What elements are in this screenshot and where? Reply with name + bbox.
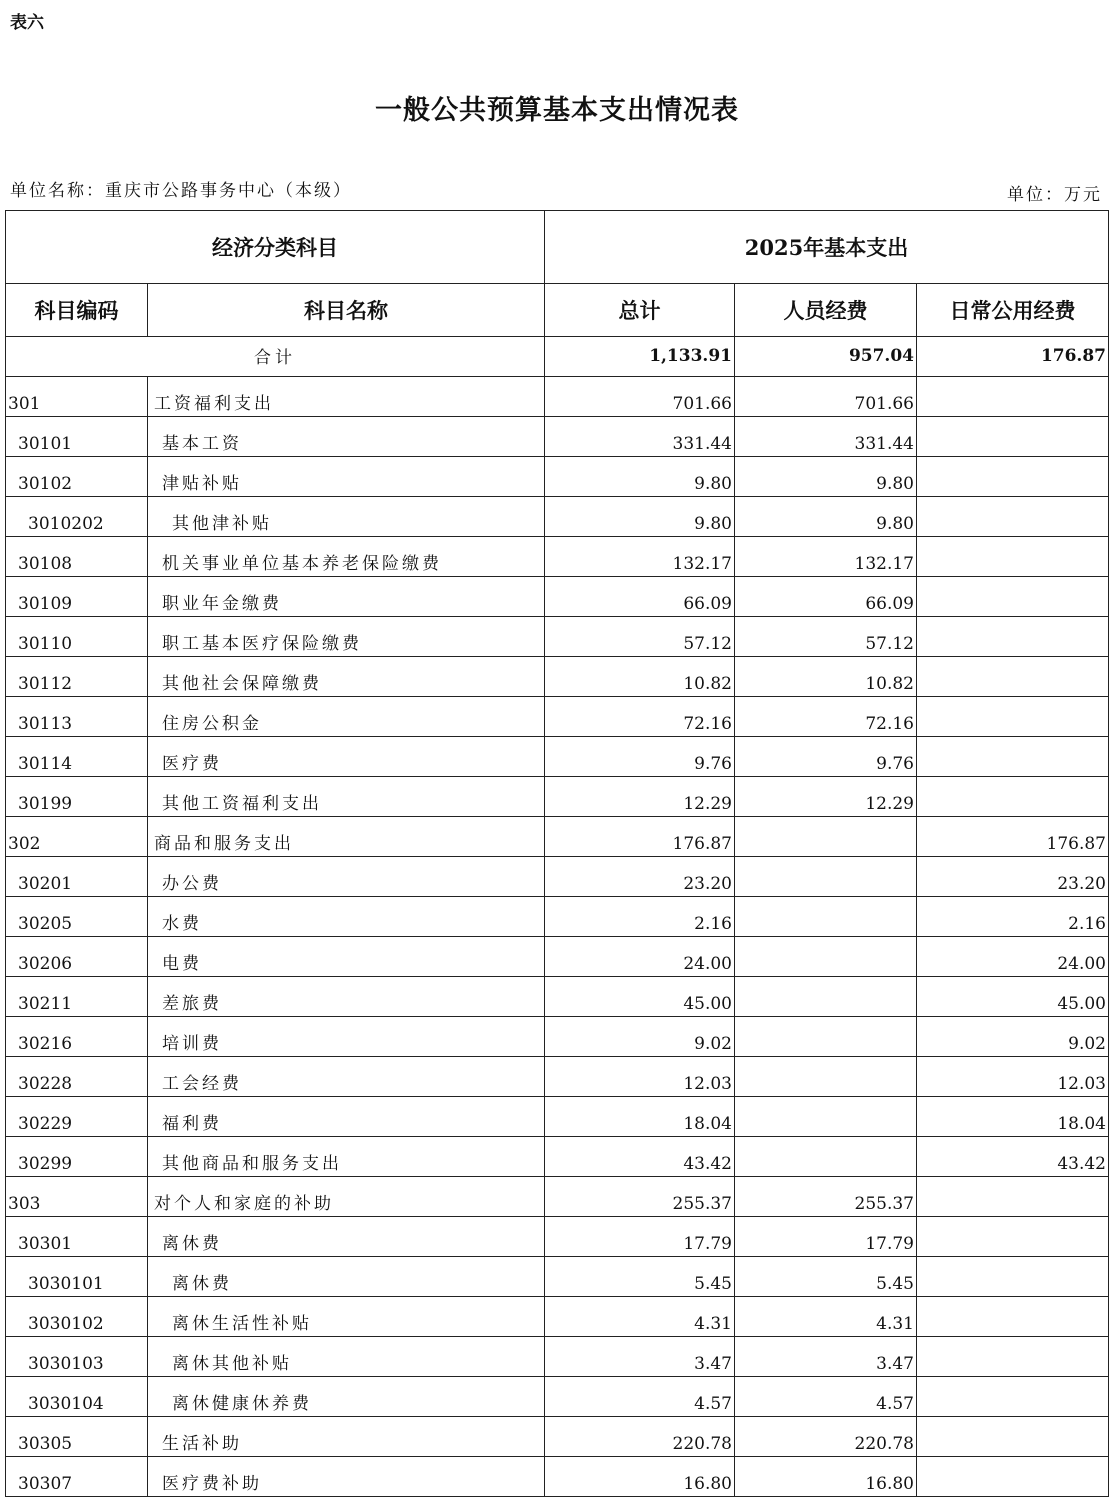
- row-code: 30211: [6, 977, 148, 1017]
- row-code: 30109: [6, 577, 148, 617]
- row-total: 18.04: [545, 1097, 735, 1137]
- row-personnel: [735, 817, 917, 857]
- row-code: 30112: [6, 657, 148, 697]
- row-code: 30299: [6, 1137, 148, 1177]
- row-name: 津贴补贴: [148, 457, 545, 497]
- row-public: [917, 537, 1109, 577]
- row-code: 30305: [6, 1417, 148, 1457]
- row-public: [917, 1217, 1109, 1257]
- row-name: 离休费: [148, 1217, 545, 1257]
- row-total: 17.79: [545, 1217, 735, 1257]
- row-code: 3030104: [6, 1377, 148, 1417]
- row-name: 电费: [148, 937, 545, 977]
- row-public: [917, 1417, 1109, 1457]
- row-total: 23.20: [545, 857, 735, 897]
- row-code: 3030103: [6, 1337, 148, 1377]
- row-name: 工会经费: [148, 1057, 545, 1097]
- row-total: 176.87: [545, 817, 735, 857]
- row-code: 3030102: [6, 1297, 148, 1337]
- row-name: 住房公积金: [148, 697, 545, 737]
- table-row: [6, 1297, 1109, 1337]
- row-name: 水费: [148, 897, 545, 937]
- row-total: 9.80: [545, 457, 735, 497]
- header-total: 总计: [545, 284, 735, 337]
- row-name: 基本工资: [148, 417, 545, 457]
- table-row: [6, 617, 1109, 657]
- row-public: 23.20: [917, 857, 1109, 897]
- row-name: 医疗费: [148, 737, 545, 777]
- row-personnel: 4.57: [735, 1377, 917, 1417]
- row-name: 培训费: [148, 1017, 545, 1057]
- row-public: [917, 617, 1109, 657]
- row-personnel: [735, 897, 917, 937]
- row-total: 220.78: [545, 1417, 735, 1457]
- row-public: 176.87: [917, 817, 1109, 857]
- row-personnel: [735, 977, 917, 1017]
- row-total: 5.45: [545, 1257, 735, 1297]
- page-title: 一般公共预算基本支出情况表: [375, 95, 739, 126]
- row-name: 其他社会保障缴费: [148, 657, 545, 697]
- total-public: 176.87: [917, 337, 1109, 377]
- row-personnel: 17.79: [735, 1217, 917, 1257]
- row-public: [917, 497, 1109, 537]
- row-code: 3010202: [6, 497, 148, 537]
- table-row: [6, 737, 1109, 777]
- row-total: 132.17: [545, 537, 735, 577]
- row-total: 255.37: [545, 1177, 735, 1217]
- row-total: 9.76: [545, 737, 735, 777]
- header-code: 科目编码: [6, 284, 148, 337]
- table-row: [6, 977, 1109, 1017]
- row-public: 45.00: [917, 977, 1109, 1017]
- row-personnel: [735, 857, 917, 897]
- row-name: 机关事业单位基本养老保险缴费: [148, 537, 545, 577]
- table-row: [6, 897, 1109, 937]
- unit-name: 单位名称：重庆市公路事务中心（本级）: [10, 181, 352, 201]
- row-total: 45.00: [545, 977, 735, 1017]
- row-personnel: 16.80: [735, 1457, 917, 1497]
- row-total: 2.16: [545, 897, 735, 937]
- total-label: 合计: [6, 337, 545, 377]
- table-row: [6, 1417, 1109, 1457]
- table-row: [6, 1017, 1109, 1057]
- row-personnel: 5.45: [735, 1257, 917, 1297]
- total-personnel: 957.04: [735, 337, 917, 377]
- row-public: [917, 457, 1109, 497]
- header-personnel: 人员经费: [735, 284, 917, 337]
- table-row: [6, 1097, 1109, 1137]
- row-total: 4.57: [545, 1377, 735, 1417]
- row-name: 离休生活性补贴: [148, 1297, 545, 1337]
- row-code: 30113: [6, 697, 148, 737]
- row-public: [917, 1297, 1109, 1337]
- table-row: [6, 417, 1109, 457]
- row-code: 30229: [6, 1097, 148, 1137]
- row-code: 30199: [6, 777, 148, 817]
- row-total: 9.80: [545, 497, 735, 537]
- row-code: 303: [6, 1177, 148, 1217]
- row-name: 离休费: [148, 1257, 545, 1297]
- table-label: 表六: [10, 13, 44, 33]
- header-year-basic: 2025年基本支出: [545, 211, 1109, 284]
- table-row: [6, 457, 1109, 497]
- table-body: [6, 337, 1109, 1497]
- row-personnel: 66.09: [735, 577, 917, 617]
- row-total: 16.80: [545, 1457, 735, 1497]
- row-total: 43.42: [545, 1137, 735, 1177]
- row-public: [917, 657, 1109, 697]
- row-personnel: 4.31: [735, 1297, 917, 1337]
- row-code: 30201: [6, 857, 148, 897]
- row-personnel: [735, 1097, 917, 1137]
- table-row: [6, 657, 1109, 697]
- table-row: [6, 1137, 1109, 1177]
- table-row: [6, 937, 1109, 977]
- row-personnel: [735, 1017, 917, 1057]
- row-name: 离休健康休养费: [148, 1377, 545, 1417]
- row-personnel: 3.47: [735, 1337, 917, 1377]
- row-public: [917, 777, 1109, 817]
- row-name: 工资福利支出: [148, 377, 545, 417]
- row-total: 72.16: [545, 697, 735, 737]
- row-code: 3030101: [6, 1257, 148, 1297]
- row-code: 30216: [6, 1017, 148, 1057]
- row-total: 24.00: [545, 937, 735, 977]
- row-public: [917, 1377, 1109, 1417]
- row-personnel: 12.29: [735, 777, 917, 817]
- header-econ-category: 经济分类科目: [6, 211, 545, 284]
- currency-unit: 单位：万元: [1007, 185, 1102, 205]
- row-name: 其他工资福利支出: [148, 777, 545, 817]
- row-public: 2.16: [917, 897, 1109, 937]
- row-code: 30108: [6, 537, 148, 577]
- row-personnel: [735, 1137, 917, 1177]
- row-public: 18.04: [917, 1097, 1109, 1137]
- table-row: [6, 1177, 1109, 1217]
- row-name: 福利费: [148, 1097, 545, 1137]
- row-public: [917, 1257, 1109, 1297]
- row-name: 生活补助: [148, 1417, 545, 1457]
- total-row: [6, 337, 1109, 377]
- row-code: 30114: [6, 737, 148, 777]
- row-public: [917, 737, 1109, 777]
- table-row: [6, 377, 1109, 417]
- row-public: [917, 577, 1109, 617]
- row-total: 3.47: [545, 1337, 735, 1377]
- row-personnel: 10.82: [735, 657, 917, 697]
- row-personnel: 72.16: [735, 697, 917, 737]
- row-personnel: 9.80: [735, 497, 917, 537]
- table-row: [6, 817, 1109, 857]
- row-public: [917, 1337, 1109, 1377]
- total-total: 1,133.91: [545, 337, 735, 377]
- row-public: 12.03: [917, 1057, 1109, 1097]
- header-row-top: [6, 211, 1109, 284]
- table-row: [6, 1457, 1109, 1497]
- row-name: 职工基本医疗保险缴费: [148, 617, 545, 657]
- row-personnel: 220.78: [735, 1417, 917, 1457]
- row-public: [917, 417, 1109, 457]
- row-total: 10.82: [545, 657, 735, 697]
- table-row: [6, 577, 1109, 617]
- row-public: [917, 697, 1109, 737]
- row-code: 30101: [6, 417, 148, 457]
- row-code: 30228: [6, 1057, 148, 1097]
- row-personnel: 9.80: [735, 457, 917, 497]
- table-row: [6, 777, 1109, 817]
- row-code: 30206: [6, 937, 148, 977]
- table-row: [6, 1377, 1109, 1417]
- row-total: 57.12: [545, 617, 735, 657]
- row-total: 12.03: [545, 1057, 735, 1097]
- table-row: [6, 857, 1109, 897]
- row-name: 差旅费: [148, 977, 545, 1017]
- table-row: [6, 1217, 1109, 1257]
- row-total: 4.31: [545, 1297, 735, 1337]
- table-row: [6, 1257, 1109, 1297]
- header-row-columns: [6, 284, 1109, 337]
- row-name: 其他津补贴: [148, 497, 545, 537]
- row-personnel: 255.37: [735, 1177, 917, 1217]
- row-code: 30110: [6, 617, 148, 657]
- row-name: 对个人和家庭的补助: [148, 1177, 545, 1217]
- row-total: 9.02: [545, 1017, 735, 1057]
- row-name: 其他商品和服务支出: [148, 1137, 545, 1177]
- row-total: 331.44: [545, 417, 735, 457]
- row-name: 办公费: [148, 857, 545, 897]
- row-public: [917, 1457, 1109, 1497]
- row-code: 30102: [6, 457, 148, 497]
- row-name: 商品和服务支出: [148, 817, 545, 857]
- row-name: 医疗费补助: [148, 1457, 545, 1497]
- row-personnel: 9.76: [735, 737, 917, 777]
- header-public: 日常公用经费: [917, 284, 1109, 337]
- row-total: 12.29: [545, 777, 735, 817]
- table-row: [6, 697, 1109, 737]
- row-public: 9.02: [917, 1017, 1109, 1057]
- row-code: 30301: [6, 1217, 148, 1257]
- row-personnel: 57.12: [735, 617, 917, 657]
- table-row: [6, 537, 1109, 577]
- row-personnel: 701.66: [735, 377, 917, 417]
- row-code: 302: [6, 817, 148, 857]
- row-code: 301: [6, 377, 148, 417]
- row-code: 30307: [6, 1457, 148, 1497]
- table-row: [6, 1337, 1109, 1377]
- header-name: 科目名称: [148, 284, 545, 337]
- row-name: 职业年金缴费: [148, 577, 545, 617]
- row-public: 43.42: [917, 1137, 1109, 1177]
- row-personnel: 132.17: [735, 537, 917, 577]
- row-total: 701.66: [545, 377, 735, 417]
- row-name: 离休其他补贴: [148, 1337, 545, 1377]
- row-public: [917, 1177, 1109, 1217]
- row-public: 24.00: [917, 937, 1109, 977]
- row-total: 66.09: [545, 577, 735, 617]
- row-personnel: [735, 937, 917, 977]
- row-personnel: 331.44: [735, 417, 917, 457]
- expenditure-table: [5, 210, 1109, 1497]
- row-personnel: [735, 1057, 917, 1097]
- table-row: [6, 1057, 1109, 1097]
- table-row: [6, 497, 1109, 537]
- row-public: [917, 377, 1109, 417]
- row-code: 30205: [6, 897, 148, 937]
